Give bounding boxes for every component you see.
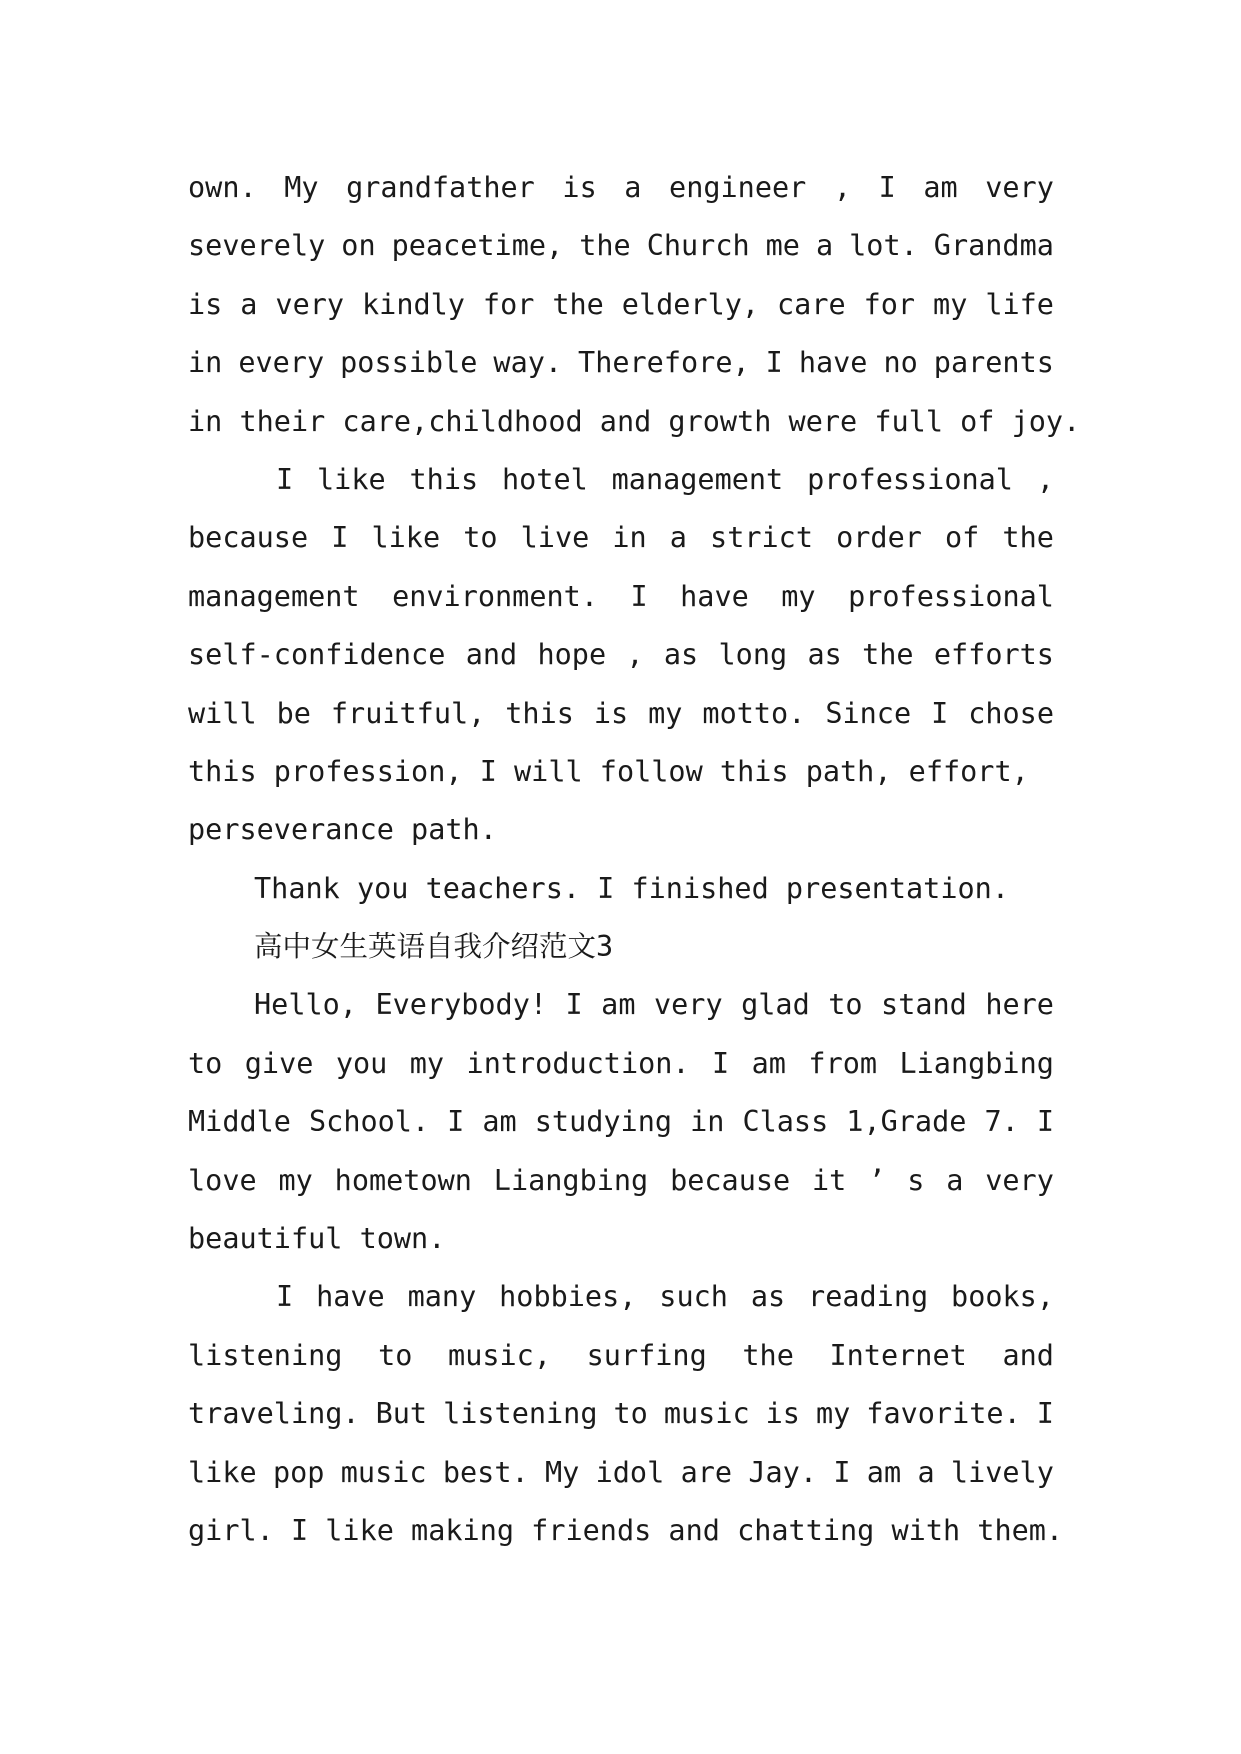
word: hometown xyxy=(334,1163,472,1197)
word: pop xyxy=(272,1455,325,1489)
text-line xyxy=(188,334,1054,392)
word: Middle xyxy=(188,1105,291,1139)
word: will xyxy=(188,696,257,730)
word: I xyxy=(833,1455,851,1489)
word: like xyxy=(317,462,386,496)
word: is xyxy=(765,1397,800,1431)
word: a xyxy=(917,1455,935,1489)
word: fruitful, xyxy=(330,696,486,730)
word: traveling. xyxy=(188,1397,360,1431)
word: in xyxy=(612,521,647,555)
text-line xyxy=(188,217,1054,275)
word: My xyxy=(544,1455,580,1489)
text-line xyxy=(188,1268,1054,1326)
word: severely xyxy=(188,229,326,263)
text-line xyxy=(188,1152,1054,1210)
word: here xyxy=(985,988,1054,1022)
word: the xyxy=(552,287,604,321)
word: professional xyxy=(848,579,1054,613)
word: a xyxy=(669,521,687,555)
word: Internet xyxy=(829,1338,967,1372)
word: very xyxy=(275,287,345,321)
word: , xyxy=(833,171,852,204)
word: I xyxy=(931,696,949,730)
word: Grandma xyxy=(933,229,1054,263)
word: a xyxy=(240,287,258,321)
word: listening xyxy=(188,1338,343,1372)
word: professional xyxy=(807,462,1013,496)
word: I xyxy=(565,988,583,1022)
word: I xyxy=(765,346,783,380)
word: am xyxy=(751,1046,786,1080)
word: am xyxy=(601,988,636,1022)
text-line: perseverance path. xyxy=(188,813,497,847)
word: I xyxy=(447,1105,465,1139)
word: engineer xyxy=(669,171,807,204)
word: Hello, xyxy=(254,988,357,1022)
word: a xyxy=(815,229,834,263)
word: because xyxy=(670,1163,791,1197)
word: give xyxy=(244,1046,314,1080)
word: elderly, xyxy=(621,287,760,321)
word: reading xyxy=(808,1280,929,1314)
word: peacetime, xyxy=(391,229,564,263)
word: Church xyxy=(646,229,750,263)
word: because xyxy=(188,521,309,555)
word: like xyxy=(371,521,441,555)
word: is xyxy=(593,696,629,730)
word: ’ xyxy=(868,1163,886,1197)
word: the xyxy=(742,1338,794,1372)
word: long xyxy=(718,638,788,672)
word: very xyxy=(985,1163,1054,1197)
text-line xyxy=(188,1093,1054,1151)
word: to xyxy=(188,1046,223,1080)
word: own. xyxy=(188,171,257,204)
word: surfing xyxy=(586,1338,707,1372)
word: is xyxy=(562,171,597,204)
word: Everybody! xyxy=(375,988,548,1022)
word: self-confidence xyxy=(188,638,446,672)
word: to xyxy=(378,1338,413,1372)
word: am xyxy=(866,1455,902,1489)
word: Class xyxy=(742,1105,829,1139)
text-line xyxy=(188,509,1054,567)
word: I xyxy=(276,462,294,496)
text-line: beautiful town. xyxy=(188,1222,446,1256)
word: my xyxy=(933,287,968,321)
word: am xyxy=(923,171,958,204)
word: glad xyxy=(741,988,810,1022)
closing-line: Thank you teachers. I finished presentation. xyxy=(254,871,1009,905)
text-line xyxy=(188,276,1054,334)
word: such xyxy=(659,1280,728,1314)
word: Since xyxy=(825,696,912,730)
text-line xyxy=(188,568,1054,626)
word: my xyxy=(278,1163,313,1197)
word: my xyxy=(781,579,816,613)
word: Liangbing xyxy=(899,1046,1054,1080)
word: , xyxy=(626,638,644,672)
word: I xyxy=(1036,1397,1054,1431)
section-heading: 高中女生英语自我介绍范文3 xyxy=(254,930,614,964)
word: , xyxy=(1036,462,1054,496)
document-body xyxy=(188,159,1081,1560)
word: every xyxy=(238,346,325,380)
word: my xyxy=(648,696,683,730)
word: this xyxy=(409,462,479,496)
word: to xyxy=(463,521,498,555)
text-line xyxy=(188,1327,1054,1385)
word: hobbies, xyxy=(499,1280,637,1314)
word: Liangbing xyxy=(493,1163,649,1197)
word: the xyxy=(862,638,914,672)
text-line xyxy=(188,976,1054,1034)
word: stand xyxy=(881,988,967,1022)
word: listening xyxy=(443,1397,598,1431)
word: efforts xyxy=(933,638,1054,672)
word: studying xyxy=(534,1105,673,1139)
word: books, xyxy=(951,1280,1054,1314)
word: for xyxy=(482,287,535,321)
word: as xyxy=(750,1280,786,1314)
word: environment. xyxy=(392,579,598,613)
word: a xyxy=(624,171,642,204)
word: 7. xyxy=(984,1105,1019,1139)
word: introduction. xyxy=(466,1046,690,1080)
word: be xyxy=(276,696,311,730)
word: favorite. xyxy=(866,1397,1021,1431)
word: I xyxy=(1036,1105,1054,1139)
word: hotel xyxy=(501,462,588,496)
word: to xyxy=(828,988,863,1022)
word: you xyxy=(335,1046,388,1080)
word: is xyxy=(188,287,223,321)
word: I xyxy=(878,171,896,204)
text-line xyxy=(188,159,1054,217)
word: me xyxy=(765,229,800,263)
word: from xyxy=(808,1046,878,1080)
word: s xyxy=(907,1163,925,1197)
word: School. xyxy=(309,1105,430,1139)
word: Therefore, xyxy=(578,346,750,380)
word: this xyxy=(505,696,574,730)
word: the xyxy=(1002,521,1054,555)
word: have xyxy=(316,1280,385,1314)
word: my xyxy=(815,1397,851,1431)
word: music xyxy=(340,1455,427,1489)
word: I xyxy=(712,1046,730,1080)
text-line xyxy=(188,1035,1054,1093)
word: kindly xyxy=(362,287,465,321)
word: I xyxy=(331,521,349,555)
text-line xyxy=(188,1444,1054,1502)
word: like xyxy=(188,1455,257,1489)
word: strict xyxy=(710,521,813,555)
word: My xyxy=(284,171,319,204)
word: on xyxy=(341,229,376,263)
word: idol xyxy=(595,1455,665,1489)
word: music xyxy=(663,1397,750,1431)
word: for xyxy=(863,287,916,321)
word: chose xyxy=(968,696,1054,730)
word: am xyxy=(482,1105,517,1139)
text-line xyxy=(188,451,1054,509)
word: many xyxy=(407,1280,477,1314)
word: lot. xyxy=(849,229,918,263)
word: in xyxy=(690,1105,725,1139)
text-line xyxy=(188,685,1054,743)
word: music, xyxy=(448,1338,551,1372)
word: parents xyxy=(933,346,1054,380)
word: order xyxy=(836,521,922,555)
word: best. xyxy=(442,1455,529,1489)
word: grandfather xyxy=(346,171,535,204)
word: and xyxy=(465,638,518,672)
word: very xyxy=(985,171,1054,204)
word: as xyxy=(663,638,699,672)
word: motto. xyxy=(702,696,806,730)
word: But xyxy=(375,1397,428,1431)
word: live xyxy=(520,521,590,555)
text-line: this profession, I will follow this path, effort, xyxy=(188,754,1029,788)
word: I xyxy=(630,579,648,613)
text-line: girl. I like making friends and chatting with them. xyxy=(188,1513,1064,1547)
word: I xyxy=(276,1280,294,1314)
word: of xyxy=(944,521,980,555)
word: love xyxy=(188,1163,257,1197)
word: have xyxy=(798,346,868,380)
text-line xyxy=(188,626,1054,684)
word: 1,Grade xyxy=(846,1105,967,1139)
word: in xyxy=(188,346,223,380)
word: no xyxy=(883,346,918,380)
word: have xyxy=(680,579,749,613)
word: a xyxy=(946,1163,964,1197)
word: way. xyxy=(493,346,563,380)
word: life xyxy=(985,287,1054,321)
word: to xyxy=(613,1397,648,1431)
word: hope xyxy=(537,638,607,672)
word: possible xyxy=(340,346,478,380)
word: Jay. xyxy=(748,1455,817,1489)
word: very xyxy=(653,988,723,1022)
word: and xyxy=(1002,1338,1054,1372)
word: as xyxy=(807,638,842,672)
word: management xyxy=(188,579,360,613)
word: care xyxy=(777,287,846,321)
word: are xyxy=(680,1455,733,1489)
word: the xyxy=(579,229,631,263)
word: my xyxy=(409,1046,445,1080)
text-line: in their care,childhood and growth were full of joy. xyxy=(188,404,1081,438)
word: lively xyxy=(950,1455,1054,1489)
word: it xyxy=(812,1163,847,1197)
word: management xyxy=(611,462,784,496)
text-line xyxy=(188,1385,1054,1443)
